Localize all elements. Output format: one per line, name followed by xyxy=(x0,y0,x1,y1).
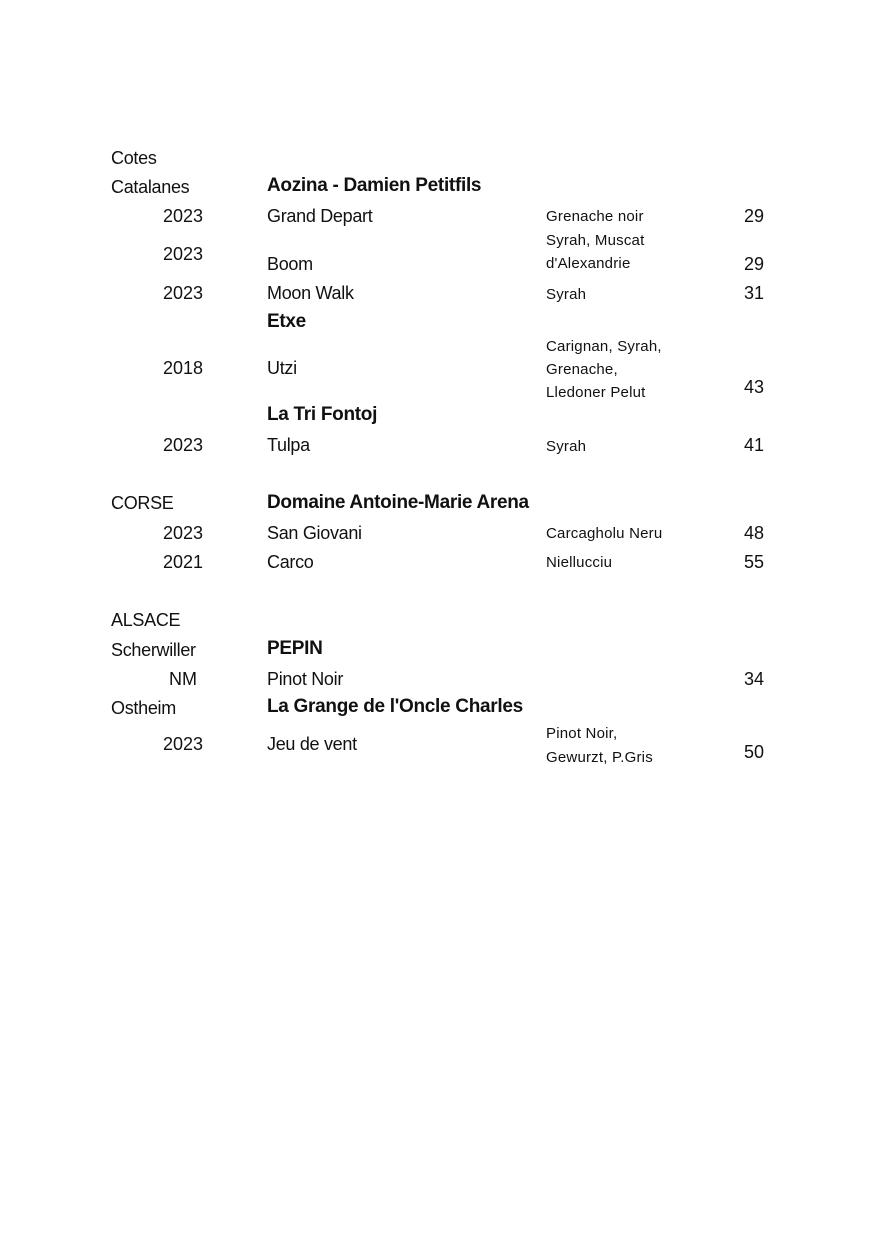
grape-variety: Niellucciu xyxy=(546,554,613,571)
producer-name: Domaine Antoine-Marie Arena xyxy=(267,492,529,513)
vintage: 2023 xyxy=(162,734,204,754)
price: 29 xyxy=(743,206,764,226)
grape-variety: Carignan, Syrah, xyxy=(546,338,662,355)
price: 50 xyxy=(743,742,764,762)
wine-name: San Giovani xyxy=(267,523,362,543)
price: 31 xyxy=(743,283,764,303)
producer-name: La Tri Fontoj xyxy=(267,404,378,425)
region-label: ALSACE xyxy=(111,610,181,630)
producer-name: Aozina - Damien Petitfils xyxy=(267,175,482,196)
price: 34 xyxy=(743,669,764,689)
subregion-label: Scherwiller xyxy=(111,640,196,660)
wine-name: Jeu de vent xyxy=(267,734,357,754)
vintage: 2018 xyxy=(162,358,204,378)
vintage: 2021 xyxy=(162,552,204,572)
price: 43 xyxy=(743,377,764,397)
grape-variety: Lledoner Pelut xyxy=(546,384,646,401)
producer-name: La Grange de l'Oncle Charles xyxy=(267,696,523,717)
price: 41 xyxy=(743,435,764,455)
wine-name: Boom xyxy=(267,254,313,274)
vintage: 2023 xyxy=(162,244,204,264)
grape-variety: Syrah xyxy=(546,438,587,455)
wine-name: Tulpa xyxy=(267,435,310,455)
region-label: Catalanes xyxy=(111,177,190,197)
grape-variety: d'Alexandrie xyxy=(546,255,631,272)
grape-variety: Syrah, Muscat xyxy=(546,232,645,249)
grape-variety: Grenache noir xyxy=(546,208,644,225)
grape-variety: Carcagholu Neru xyxy=(546,525,663,542)
grape-variety: Pinot Noir, xyxy=(546,725,618,742)
subregion-label: Ostheim xyxy=(111,698,176,718)
region-label: Cotes xyxy=(111,148,157,168)
vintage: 2023 xyxy=(162,523,204,543)
price: 55 xyxy=(743,552,764,572)
region-label: CORSE xyxy=(111,493,174,513)
vintage: 2023 xyxy=(162,435,204,455)
grape-variety: Syrah xyxy=(546,286,587,303)
wine-name: Pinot Noir xyxy=(267,669,344,689)
grape-variety: Grenache, xyxy=(546,361,618,378)
wine-name: Moon Walk xyxy=(267,283,354,303)
grape-variety: Gewurzt, P.Gris xyxy=(546,749,653,766)
price: 29 xyxy=(743,254,764,274)
vintage: 2023 xyxy=(162,206,204,226)
price: 48 xyxy=(743,523,764,543)
wine-name: Carco xyxy=(267,552,314,572)
wine-name: Utzi xyxy=(267,358,297,378)
vintage: NM xyxy=(169,669,197,689)
producer-name: PEPIN xyxy=(267,638,323,659)
vintage: 2023 xyxy=(162,283,204,303)
producer-name: Etxe xyxy=(267,311,306,332)
wine-name: Grand Depart xyxy=(267,206,373,226)
